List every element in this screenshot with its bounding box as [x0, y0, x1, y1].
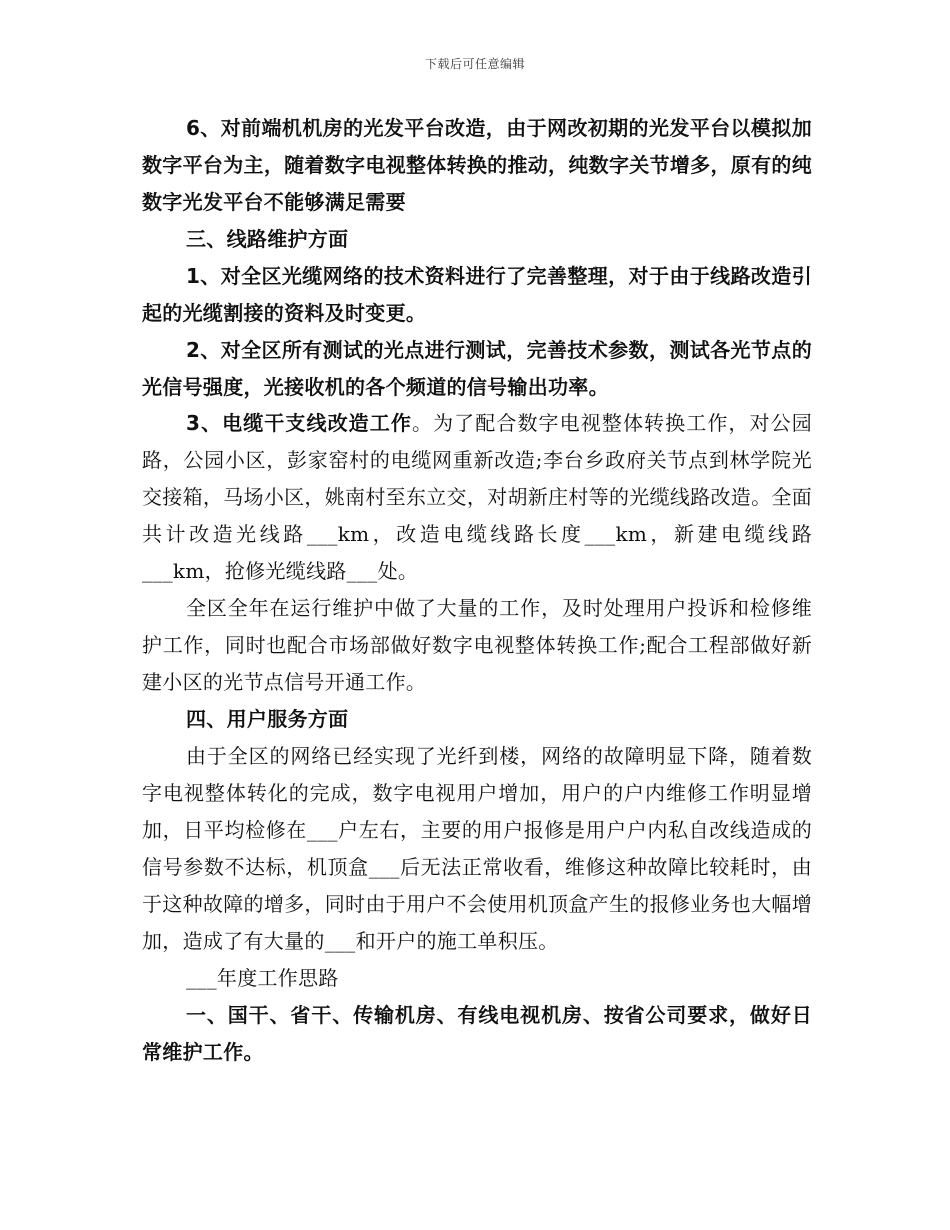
paragraph-optical-test: 2、对全区所有测试的光点进行测试，完善技术参数，测试各光节点的光信号强度，光接收机的各个频道的信号输出功率。: [142, 338, 812, 399]
paragraph-cable-renovation-lead: 3、电缆干支线改造工作: [186, 411, 412, 435]
paragraph-cable-renovation-body: 。为了配合数字电视整体转换工作，对公园路，公园小区，彭家窑村的电缆网重新改造;李台乡政府关节点到林学院光交接箱，马场小区，姚南村至东立交，对胡新庄村等的光缆线路改造。全面共计改造光线路___km，改造电缆线路长度___km，新建电缆线路___km，抢修光缆线路___处。: [142, 411, 813, 583]
paragraph-user-service: 由于全区的网络已经实现了光纤到楼，网络的故障明显下降，随着数字电视整体转化的完成，数字电视用户增加，用户的户内维修工作明显增加，日平均检修在___户左右，主要的用户报修是用户户内私自改线造成的信号参数不达标，机顶盒___后无法正常收看，维修这种故障比较耗时，由于这种故障的增多，同时由于用户不会使用机顶盒产生的报修业务也大幅增加，造成了有大量的___和开户的施工单积压。: [142, 744, 812, 953]
paragraph-annual-operations: 全区全年在运行维护中做了大量的工作，及时处理用户投诉和检修维护工作，同时也配合市场部做好数字电视整体转换工作;配合工程部做好新建小区的光节点信号开通工作。: [142, 596, 812, 694]
heading-annual-plan: ___年度工作思路: [186, 966, 339, 990]
paragraph-cable-renovation: [142, 405, 812, 590]
paragraph-daily-maintenance: 一、国干、省干、传输机房、有线电视机房、按省公司要求，做好日常维护工作。: [142, 1003, 812, 1064]
paragraph-cable-documents: 1、对全区光缆网络的技术资料进行了完善整理，对于由于线路改造引起的光缆割接的资料及时变更。: [142, 264, 812, 325]
section-heading-line-maintenance: 三、线路维护方面: [186, 227, 349, 251]
section-heading-user-service: 四、用户服务方面: [186, 707, 349, 731]
page-header: 下载后可任意编辑: [424, 57, 525, 71]
paragraph-optical-platform: 6、对前端机机房的光发平台改造，由于网改初期的光发平台以模拟加数字平台为主，随着数字电视整体转换的推动，纯数字关节增多，原有的纯数字光发平台不能够满足需要: [142, 116, 812, 214]
